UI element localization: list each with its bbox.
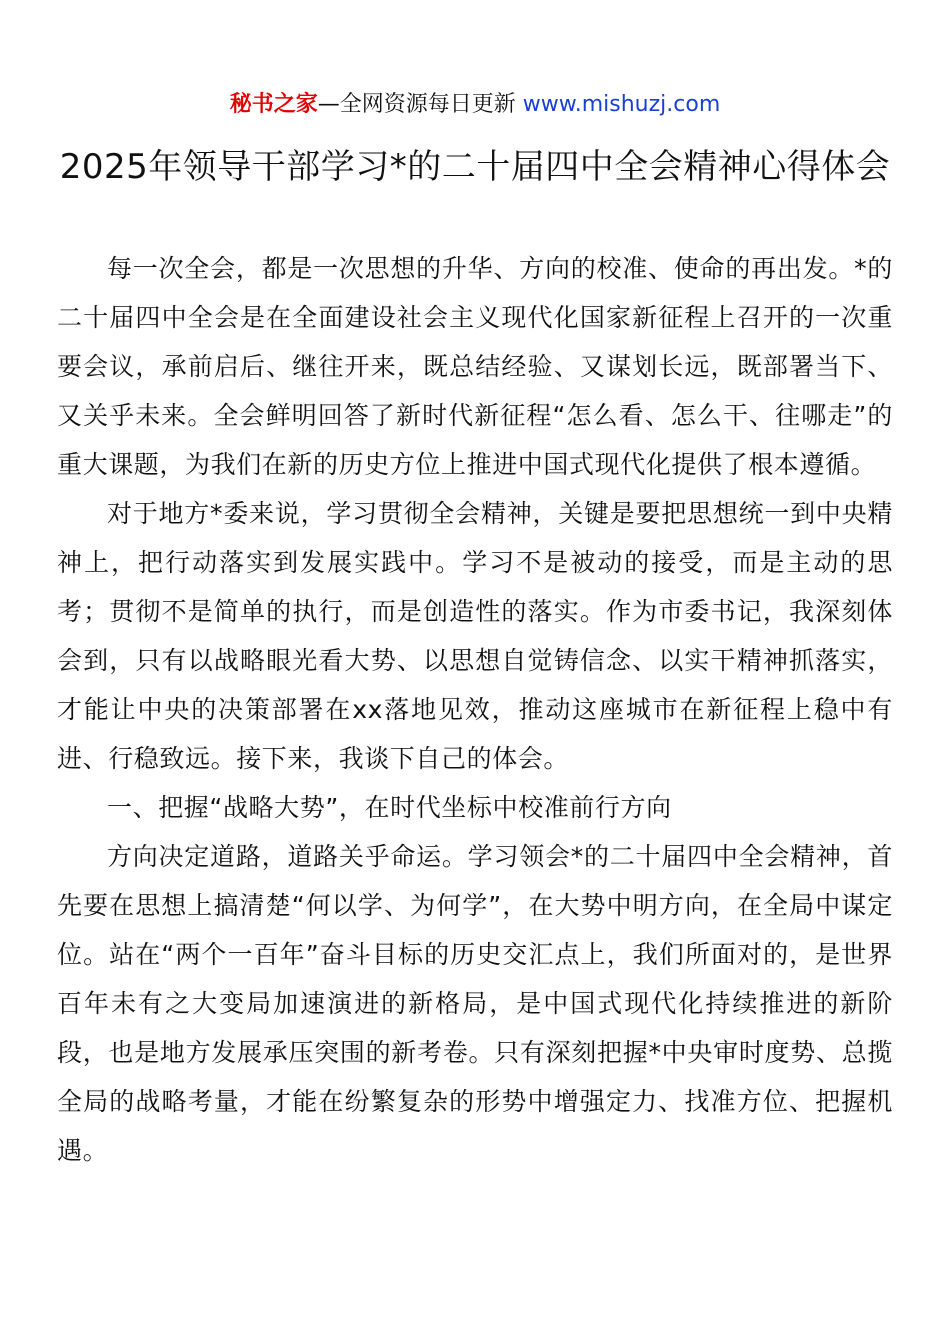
site-header: [0, 88, 950, 122]
brand-name: 秘书之家: [229, 92, 318, 117]
document-body: [57, 244, 893, 1175]
document-title: 2025年领导干部学习*的二十届四中全会精神心得体会: [59, 147, 891, 187]
paragraph-direction: 方向决定道路，道路关乎命运。学习领会*的二十届四中全会精神，首先要在思想上搞清楚“何以学、为何学”，在大势中明方向，在全局中谋定位。站在“两个一百年”奋斗目标的历史交汇点上，我们所面对的，是世界百年未有之大变局加速演进的新格局，是中国式现代化持续推进的新阶段，也是地方发展承压突围的新考卷。只有深刻把握*中央审时度势、总揽全局的战略考量，才能在纷繁复杂的形势中增强定力、找准方位、把握机遇。: [57, 842, 893, 1165]
paragraph-local-committee: 对于地方*委来说，学习贯彻全会精神，关键是要把思想统一到中央精神上，把行动落实到发展实践中。学习不是被动的接受，而是主动的思考；贯彻不是简单的执行，而是创造性的落实。作为市委书记，我深刻体会到，只有以战略眼光看大势、以思想自觉铸信念、以实干精神抓落实，才能让中央的决策部署在xx落地见效，推动这座城市在新征程上稳中有进、行稳致远。接下来，我谈下自己的体会。: [57, 499, 893, 773]
header-tagline: —全网资源每日更新: [317, 92, 516, 117]
paragraph-intro: 每一次全会，都是一次思想的升华、方向的校准、使命的再出发。*的二十届四中全会是在全面建设社会主义现代化国家新征程上召开的一次重要会议，承前启后、继往开来，既总结经验、又谋划长远，既部署当下、又关乎未来。全会鲜明回答了新时代新征程“怎么看、怎么干、往哪走”的重大课题，为我们在新的历史方位上推进中国式现代化提供了根本遵循。: [57, 254, 893, 479]
site-url-link[interactable]: www.mishuzj.com: [522, 92, 721, 117]
section-heading-one: 一、把握“战略大势”，在时代坐标中校准前行方向: [107, 793, 672, 822]
